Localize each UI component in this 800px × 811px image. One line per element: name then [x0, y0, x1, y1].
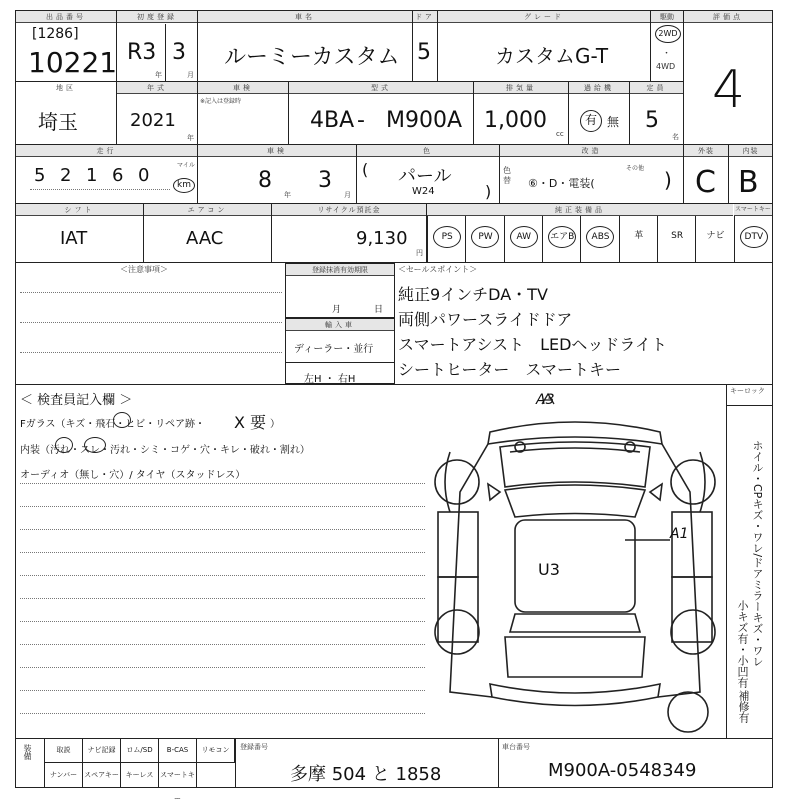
equip-label: DTV	[740, 226, 768, 248]
handle-side: 左H ・ 右H	[304, 374, 356, 385]
mileage-digit: 1	[86, 165, 98, 186]
dotted-line	[20, 483, 425, 484]
label-displacement: 排気量	[474, 82, 568, 94]
dotted-line	[20, 598, 425, 599]
inspector-line-interior: 内装（汚れ・スレ・汚れ・シミ・コゲ・穴・キレ・破れ・割れ）	[20, 445, 310, 456]
label-doors: ドア	[413, 11, 437, 23]
remodel-close: )	[664, 168, 672, 192]
equipment-row	[427, 216, 772, 262]
equip-label: AW	[510, 226, 538, 248]
lot-bracket: [1286]	[32, 26, 79, 42]
label-mileage: 走行	[16, 145, 197, 157]
yen-unit: 円	[416, 249, 423, 257]
footer-cell: B-CAS	[159, 738, 197, 763]
equip-label: PW	[471, 226, 499, 248]
sales-point: 両側パワースライドドア	[398, 310, 573, 329]
label-inspector: ＜ 検査員記入欄 ＞	[20, 393, 133, 408]
auction-sheet: 出品番号 初度登録 車名 ドア グレード 駆動 評価点 [1286] 10221 R3 3 年 月 ルーミーカスタム 5 カスタムG-T 2WD ・ 4WD 4 地区 年式 車検 型式 排気量 過給機 定員 ※記入は登録時 埼玉 2021 年 4BA - M900A 1,000 cc 有 無 5 名 走行 車検 色 改造 外装 内装 5 2 1 6 0 マイル km 8 3 年 月 パール W24 ( ) 色替 ⑥・D・電装( その他 ) C B シフト エアコン リサイクル預託金 純正装備品 スマートキー IAT AAC 9,130 円 PS PW AW エアB ABS 革 SR ナビ DTV ＜注意事項＞ 登録抹消有効期限 月 日 輸入車 ディーラー・並行 左H ・ 右H ＜セールスポイント＞ 純正9インチDA・TV 両側パワースライドドア スマートアシスト LEDヘッドライト シートヒーター スマートキー ＜ 検査員記入欄 ＞ Fガラス（キズ・飛石・ヒビ・リペア跡・ X 要 ） 内装（汚れ・スレ・汚れ・シミ・コゲ・穴・キレ・破れ・割れ） オーディオ（無し・穴）/ タイヤ（スタッドレス） キーロック ホイル・CPキズ・ワレ/ドアミラーキズ・ワレ 小キズ有・小凹有 補修有 A3 A1 U3 装備 取説 ナビ記録 ロム/SD B-CAS リモコン ナンバー スペアキー キーレス スマートキー 登録番号 多摩 504 と 1858 車台番号 M900A-0548349	[0, 0, 800, 800]
footer-cell: リモコン	[197, 738, 235, 763]
equip-item	[657, 216, 695, 262]
ac-value: AAC	[186, 228, 224, 249]
footer-cell: スマートキー	[159, 763, 197, 788]
turbo-no: 無	[607, 115, 620, 129]
legal-note: ※記入は登録時	[200, 98, 242, 105]
equip-label: ABS	[586, 226, 614, 248]
grade-value: カスタムG-T	[495, 44, 609, 68]
footer-cell: キーレス	[121, 763, 159, 788]
inspector-line-glass: Fガラス（キズ・飛石・ヒビ・リペア跡・	[20, 419, 206, 430]
label-equip: 純正装備品	[427, 204, 733, 216]
equip-item	[619, 216, 657, 262]
label-equip-left: 装備	[23, 744, 32, 760]
sales-point: 純正9インチDA・TV	[398, 285, 548, 304]
equip-label: 革	[634, 231, 644, 241]
label-lot: 出品番号	[16, 11, 116, 23]
label-caution: ＜注意事項＞	[120, 265, 168, 274]
mark-side: A1	[670, 526, 689, 542]
exterior-value: C	[695, 165, 716, 200]
label-color: 色	[357, 145, 499, 157]
import-dealer: ディーラー・並行	[294, 344, 374, 355]
dotted-line	[20, 575, 425, 576]
equip-item	[695, 216, 733, 262]
label-import: 輸入車	[286, 319, 394, 331]
legal-year: 8	[258, 168, 272, 193]
label-chassis: 車台番号	[502, 743, 530, 751]
color-note: 色替	[503, 166, 511, 185]
label-reg-expiry: 登録抹消有効期限	[286, 264, 394, 276]
label-ac: エアコン	[144, 204, 271, 216]
cc-unit: cc	[556, 130, 564, 138]
label-legal-exp: 車検	[198, 145, 356, 157]
lot-number: 10221	[28, 46, 118, 79]
equip-item	[465, 216, 503, 262]
dotted-line	[20, 506, 425, 507]
label-grade: グレード	[438, 11, 650, 23]
footer-cell: スペアキー	[83, 763, 121, 788]
dotted-line	[20, 552, 425, 553]
expiry-day: 日	[374, 305, 384, 315]
model-code: M900A	[386, 108, 463, 133]
label-turbo: 過給機	[569, 82, 629, 94]
label-recycle: リサイクル預託金	[272, 204, 426, 216]
recycle-value: 9,130	[356, 228, 408, 249]
mark-roof: U3	[538, 560, 560, 579]
label-sales: ＜セールスポイント＞	[398, 265, 478, 274]
label-year: 年式	[117, 82, 197, 94]
displacement-value: 1,000	[484, 108, 547, 133]
label-first-reg: 初度登録	[117, 11, 197, 23]
region-value: 埼玉	[38, 110, 78, 134]
mileage-digit: 2	[60, 165, 72, 186]
footer-cell: 取説	[45, 738, 83, 763]
label-car-name: 車名	[198, 11, 412, 23]
label-remodel: 改造	[500, 145, 683, 157]
equip-item	[580, 216, 618, 262]
dotted-line	[20, 667, 425, 668]
glass-close: ）	[270, 419, 280, 430]
inspector-line-audio: オーディオ（無し・穴）/ タイヤ（スタッドレス）	[20, 470, 246, 481]
footer-cell: ナビ記録	[83, 738, 121, 763]
equip-item	[427, 216, 465, 262]
color-value: パール	[398, 166, 452, 187]
label-seats: 定員	[630, 82, 683, 94]
equip-item	[504, 216, 542, 262]
first-reg-era: R3	[127, 40, 157, 65]
mileage-digit: 6	[112, 165, 124, 186]
side-note-3: 補修有	[737, 690, 750, 723]
doors-value: 5	[417, 40, 431, 65]
model-dash: -	[357, 108, 365, 133]
drive-sep: ・	[662, 49, 672, 59]
mark-front: A3	[536, 392, 555, 408]
turbo-yes-circle: 有	[580, 110, 602, 132]
label-region: 地区	[56, 84, 76, 92]
reg-number: 多摩 504 と 1858	[290, 764, 442, 785]
sales-point: スマートアシスト LEDヘッドライト	[398, 335, 667, 354]
sales-points	[398, 282, 728, 382]
car-diagram	[430, 392, 720, 737]
year-unit: 年	[155, 71, 162, 79]
first-reg-month: 3	[172, 40, 186, 65]
seats-value: 5	[645, 108, 659, 133]
row2-year-unit: 年	[187, 134, 194, 142]
car-name: ルーミーカスタム	[224, 45, 400, 70]
dotted-line	[20, 644, 425, 645]
shift-value: IAT	[60, 228, 88, 249]
mile-label: マイル	[177, 162, 195, 169]
label-exterior: 外装	[684, 145, 728, 157]
model-prefix: 4BA	[310, 108, 355, 133]
equip-item	[734, 216, 772, 262]
side-note-2: 小キズ有・小凹有	[736, 600, 749, 688]
label-keylock: キーロック	[730, 387, 765, 395]
label-model: 型式	[289, 82, 473, 94]
footer-cells	[45, 738, 235, 803]
mileage-digit: 0	[138, 165, 150, 186]
equip-label: SR	[671, 231, 684, 241]
seats-unit: 名	[672, 133, 679, 141]
drive-2wd-circle: 2WD	[655, 25, 681, 43]
footer-cell: ロム/SD	[121, 738, 159, 763]
legal-year-unit: 年	[284, 191, 291, 199]
label-reg-no: 登録番号	[240, 743, 268, 751]
label-rating: 評価点	[684, 11, 772, 23]
interior-value: B	[738, 165, 759, 200]
score-value: 4	[712, 60, 746, 120]
equip-label: ナビ	[706, 231, 725, 241]
chassis-number: M900A-0548349	[548, 760, 697, 781]
mileage-digits	[30, 165, 170, 195]
mileage-digit: 5	[34, 165, 46, 186]
dotted-line	[20, 529, 425, 530]
label-legal: 車検	[198, 82, 288, 94]
legal-month-unit: 月	[344, 191, 351, 199]
legal-month: 3	[318, 168, 332, 193]
drive-4wd: 4WD	[656, 62, 676, 71]
expiry-month: 月	[332, 305, 342, 315]
equip-label: エアB	[548, 226, 576, 248]
label-smartkey: スマートキー	[734, 204, 772, 216]
label-shift: シフト	[16, 204, 143, 216]
dotted-line	[20, 621, 425, 622]
year-value: 2021	[130, 110, 176, 131]
label-drive: 駆動	[651, 11, 683, 23]
glass-mark: X 要	[234, 413, 267, 432]
km-circle: km	[173, 178, 195, 193]
color-code: W24	[412, 186, 435, 197]
equip-item	[542, 216, 580, 262]
dotted-line	[20, 713, 425, 714]
month-unit: 月	[187, 71, 194, 79]
remodel-other: その他	[626, 165, 645, 172]
label-interior: 内装	[729, 145, 772, 157]
side-note-1: ホイル・CPキズ・ワレ/ドアミラーキズ・ワレ	[751, 440, 764, 668]
equip-label: PS	[433, 226, 461, 248]
sales-point: シートヒーター スマートキー	[398, 360, 622, 379]
footer-cell: ナンバー	[45, 763, 83, 788]
remodel-items: ⑥・D・電装(	[528, 177, 595, 190]
dotted-line	[20, 690, 425, 691]
